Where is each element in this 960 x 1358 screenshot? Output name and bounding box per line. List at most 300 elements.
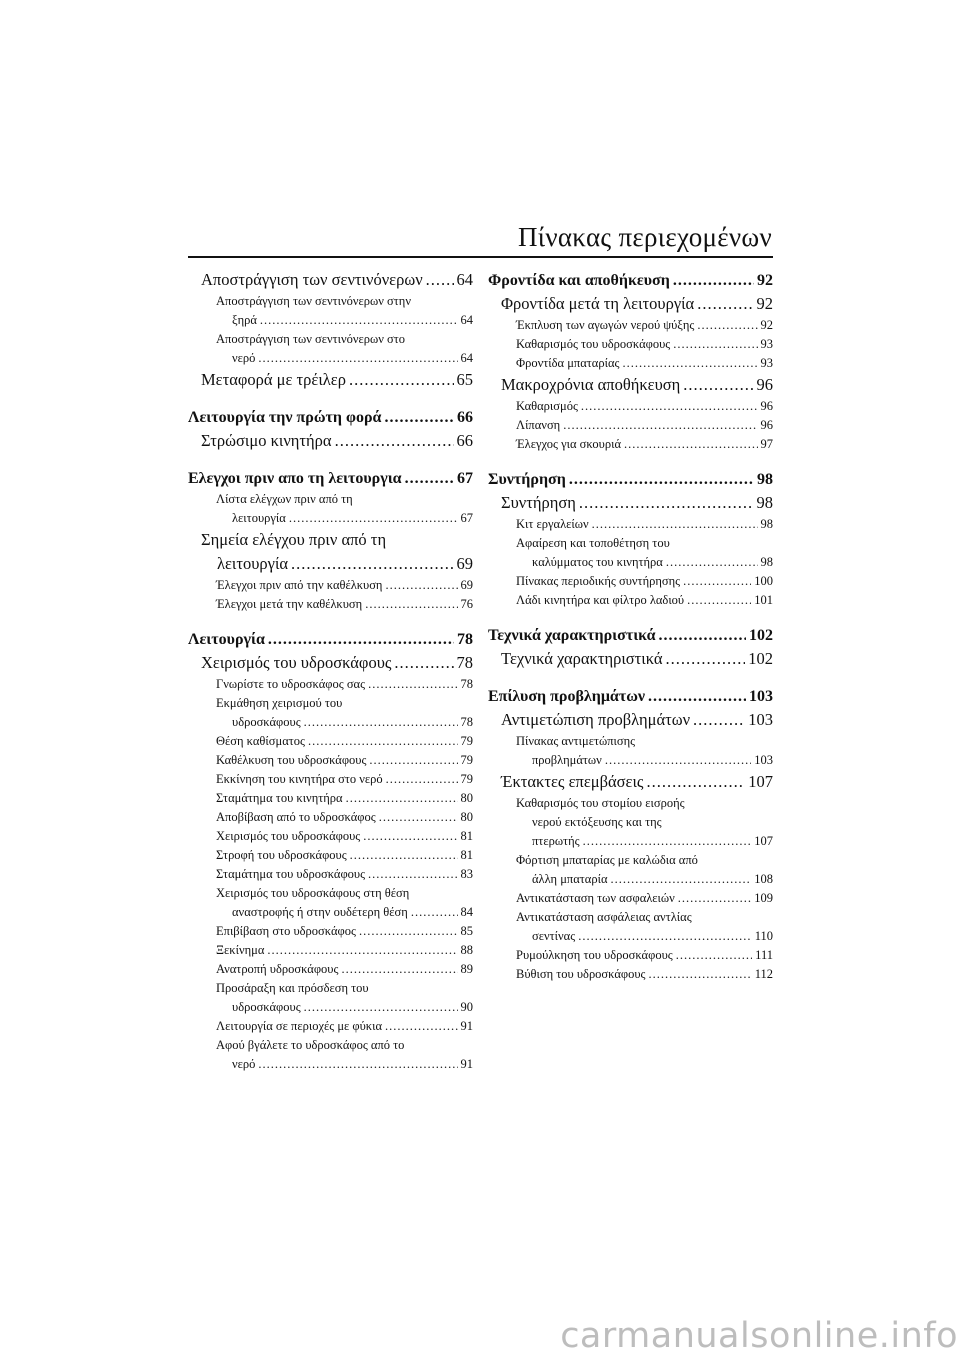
toc-entry-line — [516, 832, 773, 851]
toc-topic-entry[interactable] — [188, 292, 473, 330]
toc-topic-entry[interactable] — [188, 960, 473, 979]
toc-topic-entry[interactable] — [188, 808, 473, 827]
toc-dot-leader — [676, 946, 752, 965]
toc-entry-text: νερό — [232, 351, 256, 365]
toc-dot-leader — [683, 373, 753, 397]
toc-entry-text: Φροντίδα και αποθήκευση — [488, 272, 670, 289]
toc-entry-line — [201, 268, 473, 292]
toc-entry-text: Στροφή του υδροσκάφους — [216, 848, 347, 862]
toc-entry-line — [516, 794, 773, 813]
toc-entry-text: Φροντίδα μετά τη λειτουργία — [501, 294, 695, 313]
toc-entry-line — [201, 528, 473, 552]
toc-chapter-entry[interactable] — [488, 491, 773, 515]
toc-section-heading[interactable] — [188, 629, 473, 651]
toc-page-number: 91 — [460, 1019, 473, 1033]
toc-entry-line — [516, 515, 773, 534]
toc-topic-entry[interactable] — [188, 694, 473, 732]
toc-entry-line — [501, 373, 773, 397]
toc-entry-line — [216, 1055, 473, 1074]
toc-dot-leader — [673, 270, 754, 292]
toc-page-number: 67 — [457, 470, 473, 487]
toc-entry-line — [516, 553, 773, 572]
toc-entry-line — [188, 629, 473, 651]
toc-entry-text: Χειρισμός του υδροσκάφους — [201, 653, 392, 672]
toc-topic-entry[interactable] — [188, 979, 473, 1017]
toc-entry-text: Φροντίδα μπαταρίας — [516, 356, 620, 370]
toc-entry-line — [216, 595, 473, 614]
toc-page-number: 102 — [749, 627, 773, 644]
toc-entry-line — [488, 469, 773, 491]
toc-entry-line — [216, 675, 473, 694]
toc-dot-leader — [426, 268, 454, 292]
toc-entry-text: Πίνακας αντιμετώπισης — [516, 734, 636, 748]
toc-dot-leader — [258, 1055, 457, 1074]
toc-dot-leader — [335, 429, 454, 453]
toc-page-number: 96 — [756, 375, 773, 394]
toc-dot-leader — [411, 903, 458, 922]
toc-entry-line — [216, 979, 473, 998]
toc-page-number: 107 — [748, 772, 773, 791]
toc-topic-entry[interactable] — [188, 1036, 473, 1074]
toc-entry-text: Μεταφορά με τρέιλερ — [201, 370, 346, 389]
toc-entry-text: Αντικατάσταση των ασφαλειών — [516, 891, 675, 905]
toc-page-number: 84 — [460, 905, 473, 919]
toc-chapter-entry[interactable] — [188, 429, 473, 453]
title-rule — [188, 256, 773, 258]
toc-entry-text: Ελεγχοι πριν απο τη λειτουργια — [188, 470, 402, 487]
toc-page-number: 107 — [754, 834, 773, 848]
toc-entry-text: Κιτ εργαλείων — [516, 517, 589, 531]
toc-entry-text: Λίστα ελέγχων πριν από τη — [216, 492, 353, 506]
toc-page-number: 81 — [460, 848, 473, 862]
toc-entry-line — [216, 732, 473, 751]
toc-topic-entry[interactable] — [188, 595, 473, 614]
toc-entry-text: Καθαρισμός του στομίου εισροής — [516, 796, 685, 810]
toc-entry-text: Χειρισμός του υδροσκάφους στη θέση — [216, 886, 410, 900]
toc-page-number: 79 — [460, 772, 473, 786]
toc-section-heading[interactable] — [488, 469, 773, 491]
toc-page-number: 96 — [760, 399, 773, 413]
toc-page-number: 69 — [460, 578, 473, 592]
toc-dot-leader — [687, 591, 751, 610]
toc-dot-leader — [369, 751, 457, 770]
toc-entry-text: Καθαρισμός του υδροσκάφους — [516, 337, 671, 351]
toc-topic-entry[interactable] — [488, 416, 773, 435]
toc-page-number: 79 — [460, 753, 473, 767]
toc-topic-entry[interactable] — [488, 534, 773, 572]
toc-page-number: 65 — [456, 370, 473, 389]
toc-page-number: 83 — [460, 867, 473, 881]
toc-page-number: 78 — [457, 631, 473, 648]
toc-page-number: 78 — [456, 653, 473, 672]
toc-entry-text: Αφού βγάλετε το υδροσκάφος από το — [216, 1038, 405, 1052]
toc-dot-leader — [659, 625, 746, 647]
toc-page-number: 67 — [460, 511, 473, 525]
toc-chapter-entry[interactable] — [488, 770, 773, 794]
toc-entry-line — [188, 468, 473, 490]
toc-entry-text: Αποστράγγιση των σεντινόνερων — [201, 270, 423, 289]
toc-dot-leader — [291, 552, 453, 576]
toc-entry-line — [516, 572, 773, 591]
toc-dot-leader — [569, 469, 754, 491]
toc-entry-text: Αφαίρεση και τοποθέτηση του — [516, 536, 670, 550]
toc-dot-leader — [258, 349, 457, 368]
toc-entry-text: προβλημάτων — [532, 753, 602, 767]
toc-chapter-entry[interactable] — [188, 528, 473, 576]
toc-entry-text: Φόρτιση μπαταρίας με καλώδια από — [516, 853, 698, 867]
toc-dot-leader — [267, 941, 457, 960]
toc-entry-text: πτερωτής — [532, 834, 580, 848]
toc-entry-line — [201, 429, 473, 453]
toc-page-number: 112 — [754, 967, 773, 981]
toc-entry-text: υδροσκάφους — [232, 715, 301, 729]
toc-page-number: 81 — [460, 829, 473, 843]
toc-page-number: 102 — [748, 649, 773, 668]
toc-entry-line — [216, 789, 473, 808]
toc-entry-text: Μακροχρόνια αποθήκευση — [501, 375, 681, 394]
toc-entry-text: Ανατροπή υδροσκάφους — [216, 962, 339, 976]
toc-dot-leader — [363, 827, 457, 846]
toc-entry-text: Χειρισμός του υδροσκάφους — [216, 829, 361, 843]
toc-topic-entry[interactable] — [488, 435, 773, 454]
toc-dot-leader — [646, 770, 745, 794]
toc-topic-entry[interactable] — [488, 397, 773, 416]
toc-page-number: 98 — [760, 517, 773, 531]
toc-page-number: 66 — [456, 431, 473, 450]
toc-topic-entry[interactable] — [488, 908, 773, 946]
toc-entry-text: Πίνακας περιοδικής συντήρησης — [516, 574, 681, 588]
toc-entry-text: ξηρά — [232, 313, 257, 327]
toc-topic-entry[interactable] — [188, 330, 473, 368]
toc-entry-line — [201, 651, 473, 675]
toc-chapter-entry[interactable] — [488, 373, 773, 397]
toc-topic-entry[interactable] — [188, 865, 473, 884]
toc-section-heading[interactable] — [488, 686, 773, 708]
toc-dot-leader — [583, 832, 752, 851]
toc-dot-leader — [578, 927, 752, 946]
toc-page-number: 101 — [754, 593, 773, 607]
toc-dot-leader — [350, 846, 458, 865]
toc-topic-entry[interactable] — [188, 846, 473, 865]
toc-entry-line — [516, 927, 773, 946]
toc-dot-leader — [649, 965, 752, 984]
toc-dot-leader — [260, 311, 458, 330]
toc-entry-line — [216, 922, 473, 941]
toc-page-number: 93 — [760, 337, 773, 351]
toc-entry-line — [516, 908, 773, 927]
toc-dot-leader — [365, 595, 457, 614]
toc-entry-line — [516, 732, 773, 751]
toc-dot-leader — [405, 468, 454, 490]
toc-entry-line — [216, 770, 473, 789]
toc-entry-line — [516, 416, 773, 435]
toc-topic-entry[interactable] — [188, 789, 473, 808]
toc-entry-text: Έλεγχοι μετά την καθέλκυση — [216, 597, 363, 611]
toc-page-number: 69 — [456, 554, 473, 573]
toc-entry-line — [488, 686, 773, 708]
toc-page-number: 64 — [456, 270, 473, 289]
toc-topic-entry[interactable] — [488, 572, 773, 591]
toc-entry-text: καλύμματος του κινητήρα — [532, 555, 663, 569]
toc-entry-text: Τεχνικά χαρακτηριστικά — [501, 649, 663, 668]
toc-left-column — [188, 268, 473, 1074]
toc-topic-entry[interactable] — [488, 316, 773, 335]
toc-topic-entry[interactable] — [188, 941, 473, 960]
toc-dot-leader — [666, 647, 746, 671]
page-title: Πίνακας περιεχομένων — [517, 222, 772, 252]
toc-page-number: 88 — [460, 943, 473, 957]
toc-entry-line — [501, 708, 773, 732]
toc-entry-line — [216, 490, 473, 509]
toc-page-number: 89 — [460, 962, 473, 976]
toc-dot-leader — [289, 509, 458, 528]
toc-page-number: 100 — [754, 574, 773, 588]
toc-entry-text: Αντιμετώπιση προβλημάτων — [501, 710, 691, 729]
toc-page-number: 78 — [460, 715, 473, 729]
toc-dot-leader — [304, 713, 458, 732]
toc-entry-text: Εκκίνηση του κινητήρα στο νερό — [216, 772, 383, 786]
toc-dot-leader — [385, 576, 457, 595]
toc-dot-leader — [385, 1017, 457, 1036]
toc-section-heading[interactable] — [188, 407, 473, 429]
toc-entry-line — [216, 827, 473, 846]
toc-chapter-entry[interactable] — [488, 292, 773, 316]
toc-entry-text: Τεχνικά χαρακτηριστικά — [488, 627, 656, 644]
toc-entry-text: Βύθιση του υδροσκάφους — [516, 967, 646, 981]
toc-page-number: 76 — [460, 597, 473, 611]
toc-dot-leader — [341, 960, 457, 979]
toc-section-heading[interactable] — [488, 625, 773, 647]
toc-entry-line — [216, 1017, 473, 1036]
toc-entry-text: Έκπλυση των αγωγών νερού ψύξης — [516, 318, 695, 332]
toc-topic-entry[interactable] — [488, 354, 773, 373]
toc-entry-line — [216, 903, 473, 922]
toc-entry-line — [216, 509, 473, 528]
toc-topic-entry[interactable] — [188, 576, 473, 595]
toc-dot-leader — [368, 865, 457, 884]
toc-entry-text: λειτουργία — [232, 511, 286, 525]
toc-entry-text: Θέση καθίσματος — [216, 734, 305, 748]
toc-page-number: 103 — [754, 753, 773, 767]
toc-dot-leader — [624, 435, 757, 454]
toc-entry-text: Αποβίβαση από το υδροσκάφος — [216, 810, 376, 824]
toc-dot-leader — [648, 686, 746, 708]
toc-topic-entry[interactable] — [188, 732, 473, 751]
toc-section-heading[interactable] — [188, 468, 473, 490]
toc-entry-line — [516, 813, 773, 832]
toc-entry-line — [501, 770, 773, 794]
toc-page-number: 92 — [760, 318, 773, 332]
toc-topic-entry[interactable] — [488, 335, 773, 354]
toc-topic-entry[interactable] — [488, 794, 773, 851]
toc-entry-text: Αποστράγγιση των σεντινόνερων στο — [216, 332, 406, 346]
toc-entry-text: Αποστράγγιση των σεντινόνερων στην — [216, 294, 411, 308]
toc-entry-text: Λειτουργία — [188, 631, 265, 648]
toc-dot-leader — [386, 770, 458, 789]
toc-topic-entry[interactable] — [488, 515, 773, 534]
toc-dot-leader — [579, 491, 754, 515]
toc-entry-text: Επίλυση προβλημάτων — [488, 688, 646, 705]
toc-entry-line — [216, 751, 473, 770]
toc-topic-entry[interactable] — [188, 770, 473, 789]
toc-dot-leader — [346, 789, 458, 808]
toc-dot-leader — [697, 292, 753, 316]
toc-page-number: 98 — [757, 471, 773, 488]
toc-entry-text: Προσάραξη και πρόσδεση του — [216, 981, 369, 995]
toc-dot-leader — [384, 407, 454, 429]
toc-topic-entry[interactable] — [488, 946, 773, 965]
toc-entry-line — [216, 330, 473, 349]
toc-entry-line — [516, 335, 773, 354]
toc-topic-entry[interactable] — [488, 965, 773, 984]
toc-entry-line — [501, 292, 773, 316]
toc-right-column — [488, 268, 773, 984]
toc-entry-text: σεντίνας — [532, 929, 576, 943]
toc-entry-line — [216, 846, 473, 865]
toc-page-number: 110 — [754, 929, 773, 943]
toc-entry-line — [516, 870, 773, 889]
toc-entry-line — [516, 354, 773, 373]
toc-dot-leader — [394, 651, 453, 675]
toc-entry-line — [216, 865, 473, 884]
toc-dot-leader — [268, 629, 454, 651]
toc-topic-entry[interactable] — [488, 851, 773, 889]
toc-chapter-entry[interactable] — [188, 268, 473, 292]
toc-page-number: 103 — [749, 688, 773, 705]
toc-entry-line — [188, 407, 473, 429]
toc-entry-line — [216, 998, 473, 1017]
toc-page-number: 79 — [460, 734, 473, 748]
toc-page-number: 108 — [754, 872, 773, 886]
toc-dot-leader — [368, 675, 457, 694]
toc-entry-line — [501, 491, 773, 515]
toc-dot-leader — [622, 354, 757, 373]
toc-page-number: 98 — [756, 493, 773, 512]
toc-entry-text: Εκμάθηση χειρισμού του — [216, 696, 343, 710]
toc-entry-text: Καθαρισμός — [516, 399, 578, 413]
toc-entry-text: Γνωρίστε το υδροσκάφος σας — [216, 677, 366, 691]
toc-entry-text: Στρώσιμο κινητήρα — [201, 431, 332, 450]
toc-entry-text: Έκτακτες επεμβάσεις — [501, 772, 644, 791]
toc-dot-leader — [697, 316, 757, 335]
toc-entry-text: Ρυμούλκηση του υδροσκάφους — [516, 948, 673, 962]
toc-page-number: 97 — [760, 437, 773, 451]
toc-entry-line — [501, 647, 773, 671]
toc-page-number: 64 — [460, 313, 473, 327]
toc-entry-text: νερό — [232, 1057, 256, 1071]
toc-page-number: 109 — [754, 891, 773, 905]
toc-entry-line — [216, 884, 473, 903]
toc-entry-line — [216, 311, 473, 330]
toc-page-number: 98 — [760, 555, 773, 569]
toc-chapter-entry[interactable] — [188, 651, 473, 675]
toc-entry-line — [216, 349, 473, 368]
toc-entry-text: νερού εκτόξευσης και της — [532, 815, 662, 829]
toc-entry-line — [216, 808, 473, 827]
toc-topic-entry[interactable] — [188, 1017, 473, 1036]
toc-entry-line — [488, 270, 773, 292]
toc-entry-line — [216, 292, 473, 311]
toc-dot-leader — [605, 751, 751, 770]
toc-page-number: 91 — [460, 1057, 473, 1071]
toc-entry-line — [216, 576, 473, 595]
toc-topic-entry[interactable] — [188, 827, 473, 846]
toc-page-number: 93 — [760, 356, 773, 370]
toc-page-number: 92 — [756, 294, 773, 313]
toc-page-number: 64 — [460, 351, 473, 365]
toc-page-number: 85 — [460, 924, 473, 938]
toc-topic-entry[interactable] — [488, 732, 773, 770]
toc-dot-leader — [693, 708, 745, 732]
toc-entry-text: Έλεγχοι πριν από την καθέλκυση — [216, 578, 383, 592]
toc-dot-leader — [308, 732, 458, 751]
toc-dot-leader — [359, 922, 458, 941]
toc-page-number: 90 — [460, 1000, 473, 1014]
toc-entry-line — [516, 534, 773, 553]
toc-topic-entry[interactable] — [488, 889, 773, 908]
toc-entry-line — [201, 552, 473, 576]
toc-topic-entry[interactable] — [188, 751, 473, 770]
toc-entry-line — [516, 397, 773, 416]
toc-entry-line — [516, 946, 773, 965]
toc-topic-entry[interactable] — [188, 675, 473, 694]
toc-topic-entry[interactable] — [188, 490, 473, 528]
toc-entry-text: Σημεία ελέγχου πριν από τη — [201, 530, 387, 549]
toc-entry-text: Επιβίβαση στο υδροσκάφος — [216, 924, 356, 938]
toc-page-number: 92 — [757, 272, 773, 289]
watermark: carmanualsonline.info — [560, 1316, 958, 1356]
toc-entry-text: Συντήρηση — [488, 471, 566, 488]
toc-entry-line — [516, 435, 773, 454]
toc-entry-text: Λίπανση — [516, 418, 561, 432]
toc-entry-line — [516, 851, 773, 870]
toc-dot-leader — [304, 998, 458, 1017]
toc-entry-line — [216, 1036, 473, 1055]
toc-entry-text: υδροσκάφους — [232, 1000, 301, 1014]
toc-entry-text: Έλεγχος για σκουριά — [516, 437, 622, 451]
toc-page-number: 96 — [760, 418, 773, 432]
toc-entry-text: άλλη μπαταρία — [532, 872, 608, 886]
toc-topic-entry[interactable] — [488, 591, 773, 610]
toc-chapter-entry[interactable] — [488, 647, 773, 671]
toc-page-number: 80 — [460, 810, 473, 824]
toc-entry-text: αναστροφής ή στην ουδέτερη θέση — [232, 905, 408, 919]
toc-entry-text: Λειτουργία σε περιοχές με φύκια — [216, 1019, 383, 1033]
toc-dot-leader — [678, 889, 751, 908]
toc-entry-line — [516, 889, 773, 908]
toc-dot-leader — [592, 515, 758, 534]
toc-entry-text: Σταμάτημα του υδροσκάφους — [216, 867, 366, 881]
toc-topic-entry[interactable] — [188, 884, 473, 922]
toc-dot-leader — [666, 553, 758, 572]
toc-entry-line — [516, 751, 773, 770]
toc-entry-text: Ξεκίνημα — [216, 943, 265, 957]
toc-dot-leader — [349, 368, 454, 392]
toc-dot-leader — [683, 572, 751, 591]
toc-entry-text: Λάδι κινητήρα και φίλτρο λαδιού — [516, 593, 685, 607]
toc-entry-text: λειτουργία — [217, 554, 289, 573]
toc-page-number: 103 — [748, 710, 773, 729]
toc-dot-leader — [379, 808, 458, 827]
toc-entry-line — [516, 316, 773, 335]
toc-section-heading[interactable] — [488, 270, 773, 292]
toc-chapter-entry[interactable] — [488, 708, 773, 732]
toc-entry-line — [516, 965, 773, 984]
toc-topic-entry[interactable] — [188, 922, 473, 941]
toc-dot-leader — [581, 397, 758, 416]
toc-page-number: 66 — [457, 409, 473, 426]
toc-chapter-entry[interactable] — [188, 368, 473, 392]
